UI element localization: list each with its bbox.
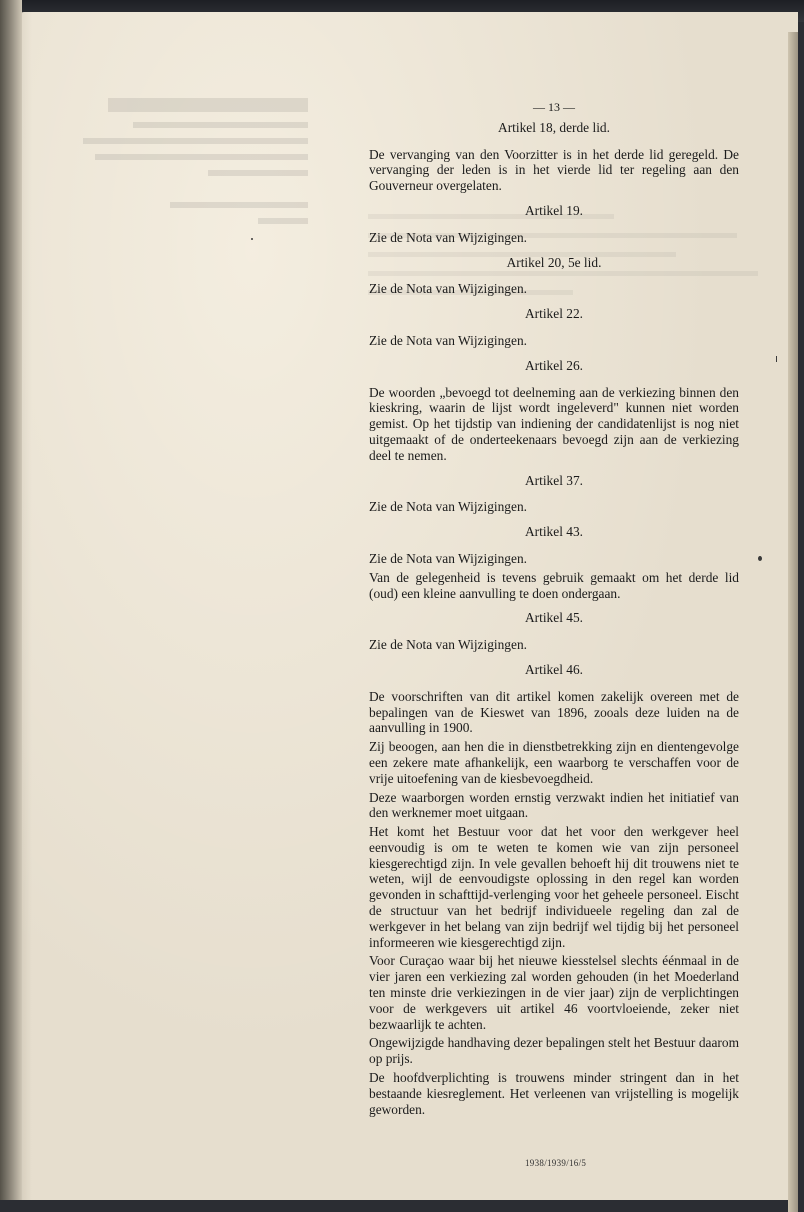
article-heading: Artikel 46. xyxy=(524,661,583,677)
article-paragraph: Deze waarborgen worden ernstig verzwakt indien het initiatief van den werknemer moet uitgaan. xyxy=(369,789,739,821)
reverse-side-bleed-through xyxy=(58,88,308,234)
ink-speck xyxy=(758,556,762,561)
article-paragraph: Van de gelegenheid is tevens gebruik gemaakt om het derde lid (oud) een kleine aanvulling te doen ondergaan. xyxy=(369,569,739,601)
article-heading: Artikel 37. xyxy=(524,472,583,488)
article-paragraph: Zie de Nota van Wijzigingen. xyxy=(369,499,527,515)
article-paragraph: De woorden „bevoegd tot deelneming aan de verkiezing binnen den kieskring, waarin de lijst wordt ingeleverd" kunnen niet worden gemist. Op het tijdstip van indiening der candidatenlijst is nog niet uitgemaakt of de onderteekenaars bevoegd zijn aan de verkiezing deel te nemen. xyxy=(369,384,739,463)
binding-shadow xyxy=(0,0,22,1200)
document-text-column xyxy=(369,100,739,1117)
document-reference-code: 1938/1939/16/5 xyxy=(525,1158,587,1168)
ink-speck xyxy=(251,238,253,240)
article-paragraph: Zie de Nota van Wijzigingen. xyxy=(369,229,527,245)
article-heading: Artikel 18, derde lid. xyxy=(498,119,610,135)
article-paragraph: De hoofdverplichting is trouwens minder stringent dan in het bestaande kiesreglement. Het verleenen van vrijstelling is mogelijk geworden. xyxy=(369,1070,739,1117)
article-paragraph: De voorschriften van dit artikel komen zakelijk overeen met de bepalingen van de Kieswet van 1896, zooals deze luiden na de aanvulling in 1900. xyxy=(369,688,739,736)
page-right-edge xyxy=(788,32,798,1212)
article-paragraph: Voor Curaçao waar bij het nieuwe kiesstelsel slechts éénmaal in de vier jaren een verkiezing zal worden gehouden (in het Moederland ten minste drie verkiezingen in de vier jaar) zijn de verplichtingen voor de werkgevers uit artikel 46 voortvloeiende, zeker niet bezwaarlijk te achten. xyxy=(369,953,739,1032)
article-heading: Artikel 43. xyxy=(524,524,583,540)
article-paragraph: Zie de Nota van Wijzigingen. xyxy=(369,281,527,297)
article-paragraph: Zie de Nota van Wijzigingen. xyxy=(369,550,527,566)
page-number: — 13 — xyxy=(533,100,575,114)
article-paragraph: Ongewijzigde handhaving dezer bepalingen stelt het Bestuur daarom op prijs. xyxy=(369,1035,739,1067)
article-heading: Artikel 22. xyxy=(524,306,583,322)
article-heading: Artikel 20, 5e lid. xyxy=(506,254,602,270)
ink-speck xyxy=(776,356,777,362)
article-heading: Artikel 45. xyxy=(524,610,583,626)
article-paragraph: Zie de Nota van Wijzigingen. xyxy=(369,332,527,348)
article-paragraph: Zij beoogen, aan hen die in dienstbetrekking zijn en dientengevolge een zekere mate afhankelijk, een waarborg te verschaffen voor de vrije uitoefening van de kiesbevoegdheid. xyxy=(369,739,739,786)
article-heading: Artikel 26. xyxy=(524,357,583,373)
article-paragraph: Het komt het Bestuur voor dat het voor den werkgever heel eenvoudig is om te weten te komen wie van zijn personeel kiesgerechtigd zijn. In vele gevallen behoeft hij dit trouwens niet te weten, wijl de eenvoudigste oplossing in den regel kan worden gevonden in schafttijd-verlenging voor het geheele personeel. Eischt de structuur van het bedrijf individueele regeling dan zal de werkgever in het belang van zijn bedrijf wel tijdig bij het personeel informeeren wie kiesgerechtigd zijn. xyxy=(369,824,739,950)
article-paragraph: De vervanging van den Voorzitter is in het derde lid geregeld. De vervanging der leden is in het vierde lid ter regeling aan den Gouverneur overgelaten. xyxy=(369,146,739,194)
article-heading: Artikel 19. xyxy=(524,202,583,218)
article-paragraph: Zie de Nota van Wijzigingen. xyxy=(369,637,527,653)
